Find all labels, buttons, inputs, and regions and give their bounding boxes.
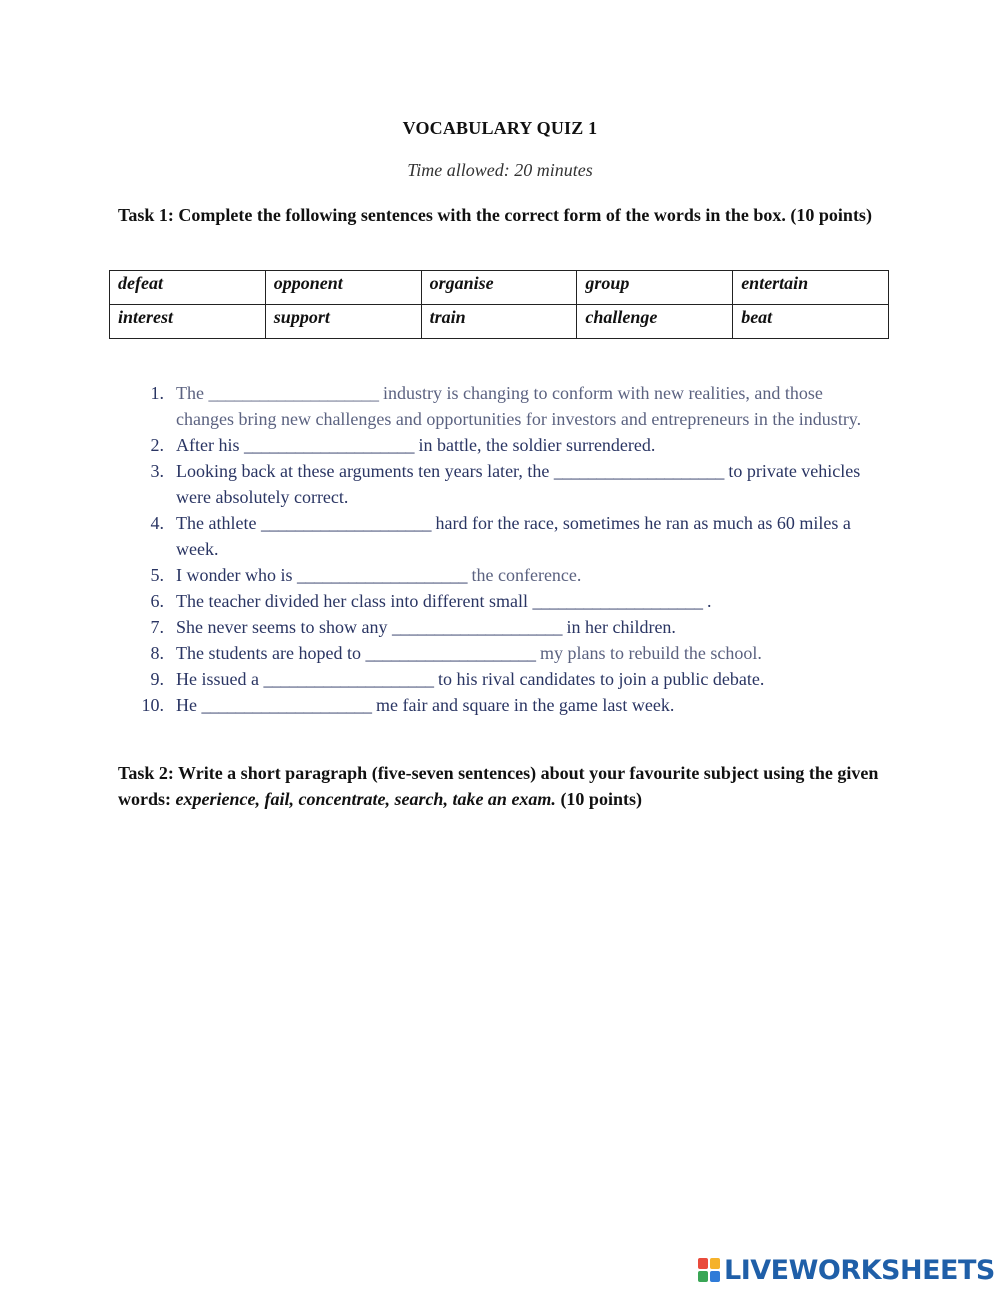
- sentence-after: in battle, the soldier surrendered.: [418, 435, 656, 455]
- sentence-after: .: [707, 591, 712, 611]
- sentence-after: industry is changing to conform with new realities, and those changes bring new challenges and opportunities for investors and entrepreneurs in the industry.: [176, 383, 862, 429]
- sentence-item: [118, 432, 878, 458]
- answer-blank[interactable]: ____________________: [260, 513, 431, 533]
- sentence-before: She never seems to show any: [176, 617, 388, 637]
- sentence-after: the conference.: [471, 565, 582, 585]
- sentence-item: [118, 614, 878, 640]
- sentence-number: 9.: [150, 669, 164, 689]
- answer-blank[interactable]: ____________________: [263, 669, 434, 689]
- word-box-cell: challenge: [577, 305, 733, 339]
- word-box-cell: organise: [421, 271, 577, 305]
- task1-instruction: Task 1: Complete the following sentences with the correct form of the words in the box. (10 points): [118, 205, 872, 225]
- sentence-before: The teacher divided her class into different small: [176, 591, 529, 611]
- sentence-before: He issued a: [176, 669, 259, 689]
- sentence-before: The athlete: [176, 513, 257, 533]
- sentence-item: [118, 510, 878, 562]
- quiz-title: VOCABULARY QUIZ 1: [402, 118, 598, 138]
- word-box-cell: entertain: [733, 271, 889, 305]
- task2-instruction: [118, 760, 898, 812]
- sentence-item: [118, 562, 878, 588]
- word-box-row: [110, 305, 889, 339]
- sentence-after: in her children.: [566, 617, 676, 637]
- word-box-cell: interest: [110, 305, 266, 339]
- word-box: [109, 270, 889, 339]
- sentence-before: He: [176, 695, 197, 715]
- sentence-item: [118, 666, 878, 692]
- logo-icon: [698, 1258, 720, 1282]
- sentence-after: my plans to rebuild the school.: [539, 643, 762, 663]
- sentence-number: 2.: [150, 435, 164, 455]
- sentence-item: [118, 380, 878, 432]
- answer-blank[interactable]: ____________________: [391, 617, 562, 637]
- sentence-after: me fair and square in the game last week.: [376, 695, 675, 715]
- sentence-number: 3.: [150, 461, 164, 481]
- logo-text: LIVEWORKSHEETS: [724, 1254, 995, 1286]
- logo-square: [710, 1258, 720, 1269]
- answer-blank[interactable]: ____________________: [201, 695, 372, 715]
- sentence-item: [118, 458, 878, 510]
- word-box-cell: support: [265, 305, 421, 339]
- answer-blank[interactable]: ____________________: [365, 643, 536, 663]
- sentence-list: [118, 380, 878, 718]
- answer-blank[interactable]: ____________________: [208, 383, 379, 403]
- sentence-number: 4.: [150, 513, 164, 533]
- logo-square: [698, 1258, 708, 1269]
- liveworksheets-logo: [698, 1255, 995, 1285]
- sentence-before: Looking back at these arguments ten years later, the: [176, 461, 550, 481]
- sentence-number: 1.: [150, 383, 164, 403]
- sentence-item: [118, 588, 878, 614]
- logo-square: [698, 1271, 708, 1282]
- word-box-cell: opponent: [265, 271, 421, 305]
- sentence-number: 6.: [150, 591, 164, 611]
- sentence-before: The: [176, 383, 204, 403]
- sentence-before: The students are hoped to: [176, 643, 361, 663]
- logo-square: [710, 1271, 720, 1282]
- sentence-after: to his rival candidates to join a public debate.: [437, 669, 765, 689]
- answer-blank[interactable]: ____________________: [296, 565, 467, 585]
- sentence-number: 10.: [141, 695, 164, 715]
- answer-blank[interactable]: ____________________: [532, 591, 703, 611]
- answer-blank[interactable]: ____________________: [553, 461, 724, 481]
- sentence-number: 5.: [150, 565, 164, 585]
- task2-words: experience, fail, concentrate, search, take an exam.: [175, 789, 556, 809]
- sentence-number: 7.: [150, 617, 164, 637]
- sentence-before: After his: [176, 435, 240, 455]
- sentence-number: 8.: [150, 643, 164, 663]
- sentence-item: [118, 640, 878, 666]
- time-allowed: Time allowed: 20 minutes: [407, 160, 593, 180]
- task2-prefix: Task 2: Write a short paragraph (five-seven sentences) about your favourite subject using the given words:: [118, 763, 879, 809]
- word-box-cell: group: [577, 271, 733, 305]
- answer-blank[interactable]: ____________________: [243, 435, 414, 455]
- task2-suffix: (10 points): [555, 789, 642, 809]
- sentence-after: to private vehicles were absolutely correct.: [176, 461, 861, 507]
- sentence-item: [118, 692, 878, 718]
- word-box-cell: defeat: [110, 271, 266, 305]
- word-box-row: [110, 271, 889, 305]
- word-box-cell: beat: [733, 305, 889, 339]
- sentence-before: I wonder who is: [176, 565, 293, 585]
- sentence-after: hard for the race, sometimes he ran as much as 60 miles a week.: [176, 513, 851, 559]
- word-box-cell: train: [421, 305, 577, 339]
